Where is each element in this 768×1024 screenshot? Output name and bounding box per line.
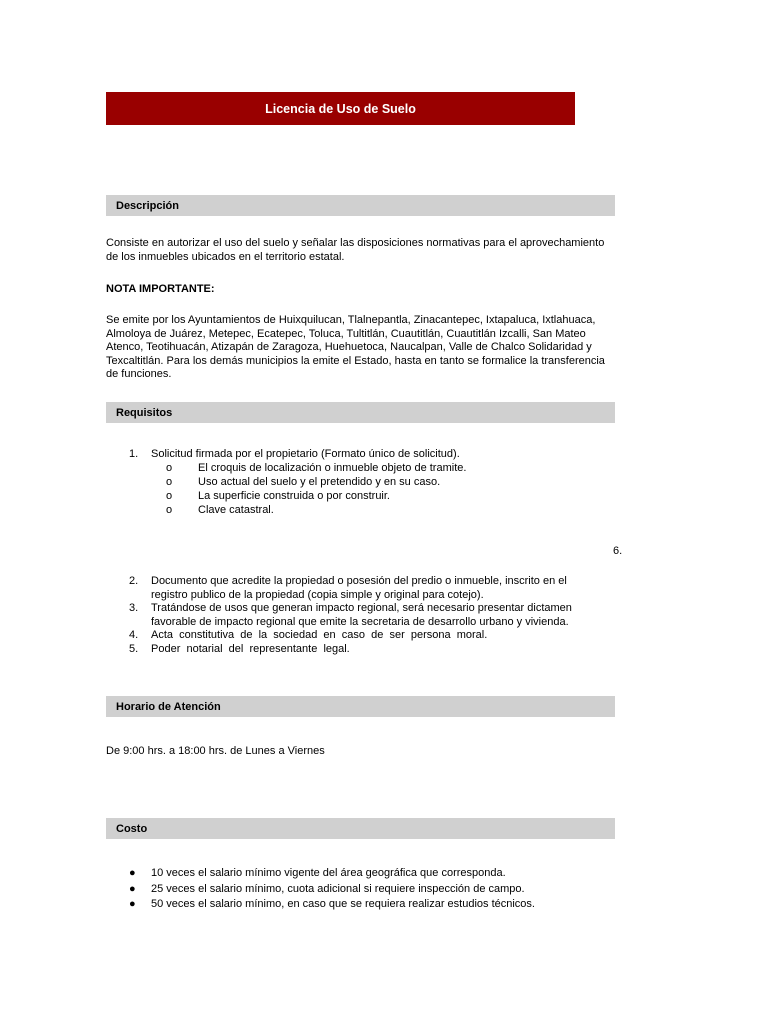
list-item: [106, 897, 616, 913]
sub-bullet-marker: o: [166, 476, 173, 488]
list-item: [106, 447, 616, 461]
sub-list-item: [106, 503, 616, 517]
requisitos-list: [106, 575, 616, 656]
list-item-text: Solicitud firmada por el propietario (Formato único de solicitud).: [151, 448, 460, 460]
section-header-horario: Horario de Atención: [106, 696, 615, 717]
sub-list-item: [106, 489, 616, 503]
nota-importante-text: Se emite por los Ayuntamientos de Huixquilucan, Tlalnepantla, Zinacantepec, Ixtapaluca, Ixtlahuaca, Almoloya de Juárez, Metepec, Ecatepec, Toluca, Tultitlán, Cuautitlán, Cuautitlán Izcalli, San Mateo Atenco, Teotihuacán, Atizapán de Zaragoza, Huehuetoca, Naucalpan, Valle de Chalco Solidaridad y Texcaltitlán. Para los demás municipios la emite el Estado, hasta en tanto se formalice la transferencia de funciones.: [106, 314, 605, 380]
page-title: Licencia de Uso de Suelo: [106, 92, 575, 125]
list-item: [106, 602, 616, 629]
list-number: 5.: [129, 642, 139, 655]
list-item-text: Documento que acredite la propiedad o posesión del predio o inmueble, inscrito en el: [151, 575, 567, 587]
descripcion-text: Consiste en autorizar el uso del suelo y señalar las disposiciones normativas para el aprovechamiento de los inmuebles ubicados en el territorio estatal.: [106, 237, 605, 263]
sub-list-item-text: El croquis de localización o inmueble objeto de tramite.: [198, 462, 467, 474]
list-item-text: Poder notarial del representante legal.: [151, 642, 350, 655]
sub-bullet-marker: o: [166, 490, 173, 502]
section-header-requisitos: Requisitos: [106, 402, 615, 423]
sub-list-item: [106, 461, 616, 475]
sub-list-item: [106, 475, 616, 489]
bullet-icon: ●: [129, 867, 136, 879]
list-item-text: registro publico de la propiedad (copia simple y original para cotejo).: [151, 588, 484, 601]
nota-importante-label: NOTA IMPORTANTE:: [106, 283, 215, 295]
costo-list: [106, 866, 616, 913]
bullet-icon: ●: [129, 882, 136, 895]
list-item-text: Tratándose de usos que generan impacto regional, será necesario presentar dictamen: [151, 602, 572, 614]
section-header-costo: Costo: [106, 818, 615, 839]
sub-bullet-marker: o: [166, 462, 173, 474]
list-item-text: 10 veces el salario mínimo vigente del área geográfica que corresponda.: [151, 867, 506, 879]
sub-list-item-text: Clave catastral.: [198, 504, 274, 516]
list-item-text: Acta constitutiva de la sociedad en caso de ser persona moral.: [151, 629, 488, 641]
list-number: 2.: [129, 575, 139, 587]
bullet-icon: ●: [129, 898, 136, 910]
list-item: [106, 882, 616, 898]
requisito-1: [106, 447, 616, 517]
section-header-descripcion: Descripción: [106, 195, 615, 216]
horario-text: De 9:00 hrs. a 18:00 hrs. de Lunes a Viernes: [106, 745, 325, 757]
list-item: [106, 866, 616, 882]
list-number: 1.: [129, 448, 139, 460]
list-number: 4.: [129, 629, 139, 641]
list-item: [106, 643, 616, 657]
list-item-text: favorable de impacto regional que emite la secretaria de desarrollo urbano y vivienda.: [151, 615, 569, 628]
list-item: [106, 629, 616, 643]
stray-list-number: 6.: [613, 545, 623, 557]
sub-list-item-text: Uso actual del suelo y el pretendido y en su caso.: [198, 476, 441, 488]
sub-list-item-text: La superficie construida o por construir.: [198, 490, 390, 502]
list-number: 3.: [129, 602, 139, 614]
list-item-text: 50 veces el salario mínimo, en caso que se requiera realizar estudios técnicos.: [151, 898, 535, 910]
list-item: [106, 575, 616, 602]
list-item-text: 25 veces el salario mínimo, cuota adicional si requiere inspección de campo.: [151, 882, 525, 895]
sub-bullet-marker: o: [166, 504, 173, 516]
